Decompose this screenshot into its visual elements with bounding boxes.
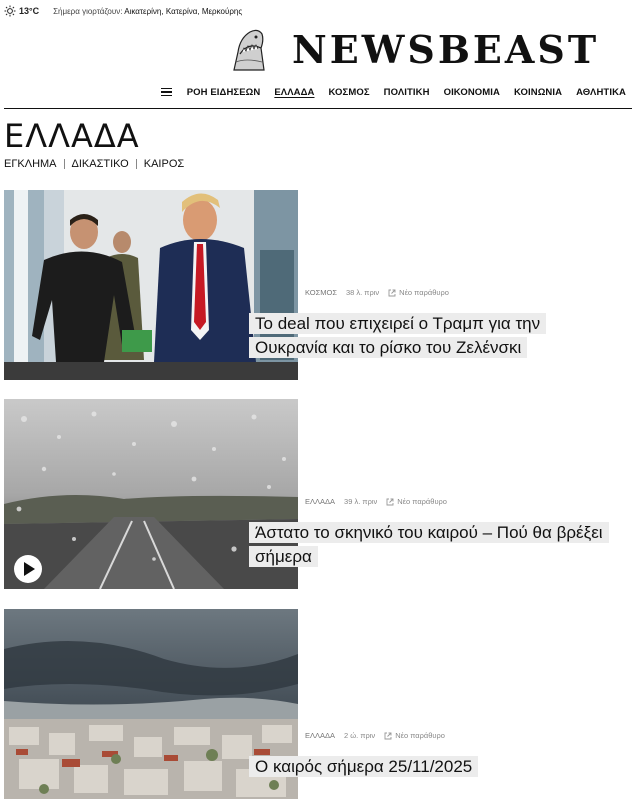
article-category[interactable]: ΚΟΣΜΟΣ (305, 288, 337, 297)
article-headline-text[interactable]: Το deal που επιχειρεί ο Τραμπ για την Ουκρανία και το ρίσκο του Ζελένσκι (249, 313, 546, 358)
subnav-item-egklima[interactable]: ΕΓΚΛΗΜΑ (4, 158, 57, 170)
article-time: 39 λ. πριν (344, 497, 378, 506)
article-meta (305, 497, 447, 506)
article-headline[interactable] (249, 755, 609, 779)
nav-item-roi-eidiseon[interactable]: ΡΟΗ ΕΙΔΗΣΕΩΝ (186, 86, 261, 98)
new-window-icon[interactable] (386, 498, 394, 506)
sun-icon (4, 5, 16, 17)
subnav-item-dikastiko[interactable]: ΔΙΚΑΣΤΙΚΟ (71, 158, 129, 170)
play-icon[interactable] (14, 555, 42, 583)
new-window-icon[interactable] (384, 732, 392, 740)
shark-logo-icon (228, 28, 266, 72)
article-meta (305, 288, 449, 297)
nav-item-oikonomia[interactable]: ΟΙΚΟΝΟΜΙΑ (443, 86, 500, 98)
new-window-icon[interactable] (388, 289, 396, 297)
nav-item-ellada[interactable]: ΕΛΛΑΔΑ (274, 86, 315, 98)
subnav-divider (136, 159, 137, 169)
article-meta (305, 731, 445, 740)
article-headline[interactable] (249, 521, 609, 569)
article-category[interactable]: ΕΛΛΑΔΑ (305, 731, 336, 740)
nav-item-koinonia[interactable]: ΚΟΙΝΩΝΙΑ (514, 86, 563, 98)
main-nav (161, 84, 626, 100)
subnav-item-kairos[interactable]: ΚΑΙΡΟΣ (143, 158, 185, 170)
page-title: ΕΛΛΑΔΑ (4, 117, 140, 155)
article-card[interactable] (4, 190, 624, 380)
article-time: 2 ώ. πριν (344, 731, 376, 740)
new-window-link[interactable]: Νέο παράθυρο (395, 731, 445, 740)
new-window-link[interactable]: Νέο παράθυρο (399, 288, 449, 297)
nameday-names[interactable]: Αικατερίνη, Κατερίνα, Μερκούρης (124, 6, 243, 16)
article-headline-text[interactable]: Άστατο το σκηνικό του καιρού – Πού θα βρέξει σήμερα (249, 522, 609, 567)
temperature: 13°C (19, 6, 40, 16)
article-headline-text[interactable]: Ο καιρός σήμερα 25/11/2025 (249, 756, 478, 777)
nav-item-kosmos[interactable]: ΚΟΣΜΟΣ (328, 86, 370, 98)
header-divider (4, 108, 632, 109)
article-time: 38 λ. πριν (345, 288, 380, 297)
article-card[interactable] (4, 399, 624, 589)
menu-icon[interactable] (161, 88, 172, 97)
nav-item-politiki[interactable]: ΠΟΛΙΤΙΚΗ (383, 86, 430, 98)
site-logo[interactable] (228, 28, 599, 72)
nav-item-athlitika[interactable]: ΑΘΛΗΤΙΚΑ (576, 86, 626, 98)
subcategory-nav (4, 158, 184, 170)
article-category[interactable]: ΕΛΛΑΔΑ (305, 497, 336, 506)
article-card[interactable] (4, 609, 624, 799)
logo-text: NEWSBEAST (292, 27, 600, 72)
new-window-link[interactable]: Νέο παράθυρο (397, 497, 447, 506)
subnav-divider (64, 159, 65, 169)
weather-bar (4, 4, 242, 18)
nameday-text (53, 7, 242, 16)
article-headline[interactable] (249, 312, 609, 360)
nameday-label: Σήμερα γιορτάζουν: (53, 6, 123, 16)
